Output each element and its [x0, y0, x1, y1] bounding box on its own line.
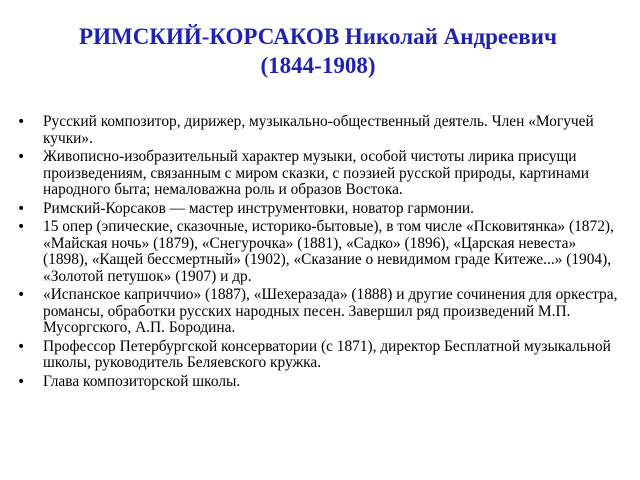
bullet-item: [14, 287, 622, 337]
bullet-dot-icon: •: [17, 149, 26, 165]
bullet-list: [14, 114, 622, 390]
bullet-dot-icon: •: [17, 338, 26, 355]
title-years: (1844-1908): [260, 53, 376, 78]
bullet-text: Профессор Петербургской консерватории (с 1871), директор Бесплатной музыкальной школы, руководитель Беляевского кружка.: [43, 337, 611, 371]
bullet-item: [14, 339, 622, 372]
bullet-dot-icon: •: [17, 373, 26, 390]
bullet-item: [14, 219, 622, 285]
bullet-text: Римский-Корсаков — мастер инструментовки, новатор гармонии.: [43, 199, 475, 217]
bullet-item: [14, 374, 622, 391]
bullet-dot-icon: •: [17, 200, 26, 217]
bullet-text: «Испанское каприччио» (1887), «Шехеразада» (1888) и другие сочинения для оркестра, романсы, обработки русских народных песен. Завершил ряд произведений М.П. Мусоргского, А.П. Бородина.: [43, 286, 618, 336]
bullet-dot-icon: •: [17, 114, 26, 130]
title-name: РИМСКИЙ-КОРСАКОВ Николай Андреевич: [79, 24, 557, 49]
slide-title: [14, 22, 622, 80]
bullet-text: 15 опер (эпические, сказочные, историко-бытовые), в том числе «Псковитянка» (1872), «Майская ночь» (1879), «Снегурочка» (1881), «Садко» (1896), «Царская невеста» (1898), «Кащей бессмертный» (1902), «Сказание о невидимом граде Китеже...» (1904), «Золотой петушок» (1907) и др.: [43, 218, 614, 285]
bullet-dot-icon: •: [17, 219, 26, 235]
bullet-item: [14, 201, 622, 218]
bullet-text: Русский композитор, дирижер, музыкально-общественный деятель. Член «Могучей кучки».: [43, 113, 594, 147]
bullet-dot-icon: •: [17, 287, 26, 303]
bullet-text: Глава композиторской школы.: [43, 372, 241, 390]
bullet-text: Живописно-изобразительный характер музыки, особой чистоты лирика присущи произведениям, связанным с миром сказки, с поэзией русской природы, картинами народного быта; немаловажна роль и образов Востока.: [43, 148, 589, 198]
bullet-item: [14, 149, 622, 199]
bullet-item: [14, 114, 622, 147]
